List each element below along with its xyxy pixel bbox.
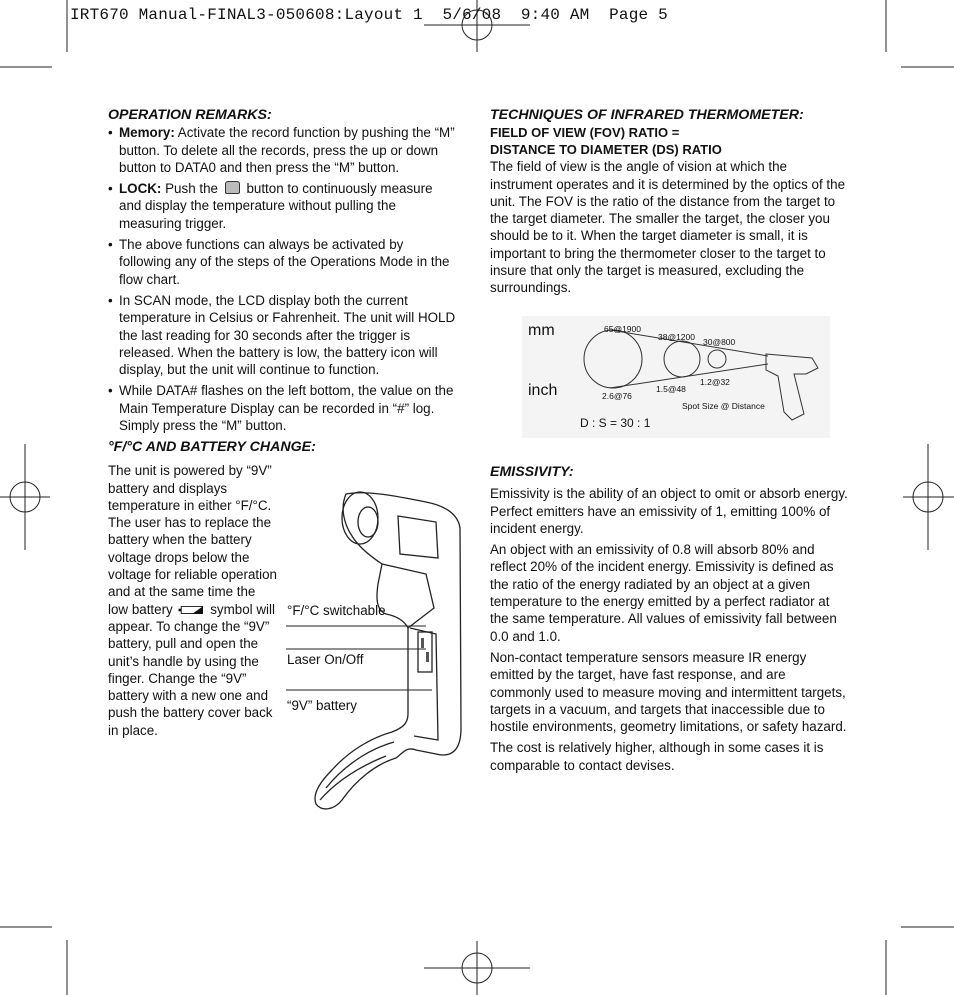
battery-section [108, 439, 316, 739]
battery-label: “9V” battery [287, 698, 357, 713]
emissivity-section [490, 464, 848, 778]
list-item: • The above functions can always be activated by following any of the steps of the Operations Mode in the flow chart. [108, 237, 450, 287]
inch-size-label: 2.6@76 [602, 391, 632, 401]
fov-diagram [522, 316, 830, 438]
fc-switchable-label: °F/°C switchable [287, 603, 386, 618]
page-slug: IRT670 Manual-FINAL3-050608:Layout 1 5/6/08 9:40 AM Page 5 [70, 6, 668, 24]
registration-mark-bottom [424, 941, 530, 995]
operation-remarks-heading: OPERATION REMARKS: [108, 107, 272, 123]
list-item: • Memory: Activate the record function by pushing the “M” button. To delete all the records, press the up or down button to DATA0 and then press the “M” button. [108, 125, 455, 175]
list-item: • In SCAN mode, the LCD display both the current temperature in Celsius or Fahrenheit. The unit will HOLD the last reading for 30 seconds after the trigger is released. When the battery is low, the battery icon will display, but the unit will continue to function. [108, 292, 456, 378]
fov-subheading-1: FIELD OF VIEW (FOV) RATIO = [490, 125, 680, 141]
list-item: • While DATA# flashes on the left bottom, the value on the Main Temperature Display can be recorded in “#” log. Simply press the “M” button. [108, 383, 454, 434]
list-item: • LOCK: Push the button to continuously measure and display the temperature without pulling the measuring trigger. [108, 181, 433, 231]
registration-mark-left [0, 444, 50, 550]
inch-size-label: 1.5@48 [656, 384, 686, 394]
mm-label: mm [528, 322, 555, 339]
ds-ratio-label: D : S = 30 : 1 [580, 416, 651, 430]
emissivity-paragraph: Non-contact temperature sensors measure IR energy emitted by the target, have fast response, and are commonly used to measure moving and intermittent targets, targets in a vacuum, and targets that inaccessible due to hostile environments, geometry limitations, or safety hazard. [490, 649, 847, 735]
inch-size-label: 1.2@32 [700, 377, 730, 387]
emissivity-paragraph: The cost is relatively higher, although in some cases it is comparable to contact devises. [490, 740, 824, 773]
emissivity-paragraph: An object with an emissivity of 0.8 will absorb 80% and reflect 20% of the incident energy. Emissivity is defined as the ratio of the energy radiated by an object at a given temperature to the energy emitted by a perfect radiator at the same temperature. All values of emissivity fall between 0.0 and 1.0. [490, 542, 837, 644]
laser-onoff-label: Laser On/Off [287, 652, 364, 667]
right-column [490, 107, 846, 297]
emissivity-paragraph: Emissivity is the ability of an object to omit or absorb energy. Perfect emitters have an emissivity of 1, emitting 100% of incident energy. [490, 486, 848, 536]
remarks-list [108, 124, 456, 434]
inch-label: inch [528, 382, 558, 399]
emissivity-heading: EMISSIVITY: [490, 464, 574, 480]
mm-size-label: 65@1900 [604, 324, 641, 334]
fov-text: The field of view is the angle of vision at which the instrument operates and it is determined by the optics of the unit. The FOV is the ratio of the distance from the target to the target diameter. The smaller the target, the closer you should be to it. When the target diameter is small, it is important to bring the thermometer closer to the target to insure that only the target is measured, excluding the surroundings. [490, 159, 846, 296]
techniques-heading: TECHNIQUES OF INFRARED THERMOMETER: [490, 107, 804, 123]
spot-size-label: Spot Size @ Distance [682, 401, 765, 411]
lock-button-icon [225, 181, 240, 194]
mm-size-label: 38@1200 [658, 332, 695, 342]
battery-change-heading: °F/°C AND BATTERY CHANGE: [108, 439, 316, 455]
mm-size-label: 30@800 [703, 337, 736, 347]
registration-mark-right [903, 444, 954, 550]
battery-text: The unit is powered by “9V” battery and displays temperature in either °F/°C. The user has to replace the battery when the battery voltage drops below the voltage for reliable operation and at the same time the low battery symbol will appear. To change the “9V” battery, pull and open the unit’s handle by using the finger. Change the “9V” battery with a new one and push the battery cover back in place. [108, 463, 277, 738]
fov-subheading-2: DISTANCE TO DIAMETER (DS) RATIO [490, 142, 722, 158]
left-column [108, 107, 456, 438]
low-battery-icon [178, 606, 204, 614]
